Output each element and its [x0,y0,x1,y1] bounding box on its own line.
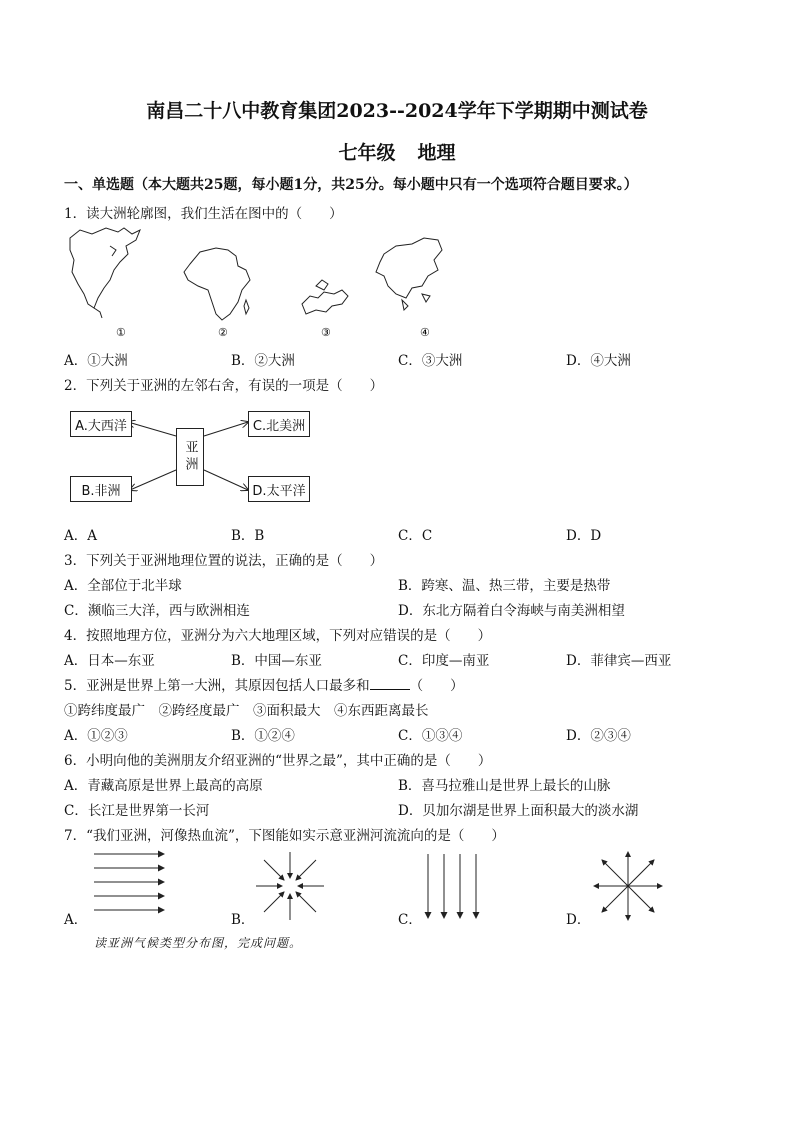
q5-option-a[interactable]: A．①②③ [64,728,128,744]
map-label-2: ② [218,326,228,339]
q1-option-d[interactable]: D．④大洲 [566,353,631,369]
continent-maps [66,224,446,342]
map-label-1: ① [116,326,126,339]
africa-map [184,248,250,320]
exam-subtitle [0,138,794,165]
q2-option-d[interactable]: D．D [566,528,602,544]
q1-option-c[interactable]: C．③大洲 [398,353,463,369]
q5-stem [64,674,464,694]
q5-stem-paren: （ ） [409,678,464,694]
q2-stem: 2．下列关于亚洲的左邻右舍，有误的一项是（ ） [64,378,384,394]
map-label-4: ④ [420,326,430,339]
q7-option-a[interactable]: A． [64,912,88,928]
parallel-down-arrows-icon [422,852,492,924]
europe-map [302,280,348,314]
north-america-map [70,228,140,318]
parallel-right-arrows-icon [92,848,172,918]
reading-note: 读亚洲气候类型分布图，完成问题。 [94,936,303,950]
q7-option-d[interactable]: D． [566,912,591,928]
q6-option-c[interactable]: C．长江是世界第一长河 [64,803,210,819]
asia-map [376,238,442,310]
q3-option-a[interactable]: A．全部位于北半球 [64,578,182,594]
q2-option-a[interactable]: A．A [64,528,97,544]
box-atlantic: A.大西洋 [70,411,132,437]
q7-stem: 7．“我们亚洲，河像热血流”，下图能如实示意亚洲河流流向的是（ ） [64,828,505,844]
converging-arrows-icon [252,848,328,924]
box-north-america: C.北美洲 [248,411,310,437]
grade-label: 七年级 [338,142,396,164]
q3-option-c[interactable]: C．濒临三大洋，西与欧洲相连 [64,603,250,619]
q1-stem: 1．读大洲轮廓图，我们生活在图中的（ ） [64,206,343,222]
q3-option-b[interactable]: B．跨寒、温、热三带，主要是热带 [398,578,611,594]
q4-option-c[interactable]: C．印度—南亚 [398,653,490,669]
q6-stem: 6．小明向他的美洲朋友介绍亚洲的“世界之最”，其中正确的是（ ） [64,753,492,769]
q6-option-d[interactable]: D．贝加尔湖是世界上面积最大的淡水湖 [398,803,639,819]
q2-option-c[interactable]: C．C [398,528,433,544]
exam-title: 南昌二十八中教育集团2023--2024学年下学期期中测试卷 [146,100,648,122]
q3-option-d[interactable]: D．东北方隔着白令海峡与南美洲相望 [398,603,625,619]
q1-option-b[interactable]: B．②大洲 [231,353,295,369]
q5-stem-text: 5．亚洲是世界上第一大洲，其原因包括人口最多和 [64,678,370,694]
q5-option-d[interactable]: D．②③④ [566,728,631,744]
map-label-3: ③ [321,326,331,339]
box-pacific: D.太平洋 [248,476,310,502]
q6-option-a[interactable]: A．青藏高原是世界上最高的高原 [64,778,263,794]
q3-stem: 3．下列关于亚洲地理位置的说法，正确的是（ ） [64,553,384,569]
section-heading: 一、单选题（本大题共25题，每小题1分，共25分。每小题中只有一个选项符合题目要求。） [64,177,638,193]
q4-option-a[interactable]: A．日本—东亚 [64,653,155,669]
q7-option-b[interactable]: B． [231,912,255,928]
q4-option-d[interactable]: D．菲律宾—西亚 [566,653,672,669]
q2-option-b[interactable]: B．B [231,528,265,544]
q4-stem: 4．按照地理方位，亚洲分为六大地理区域，下列对应错误的是（ ） [64,628,492,644]
q7-option-c[interactable]: C． [398,912,422,928]
q5-option-c[interactable]: C．①③④ [398,728,463,744]
q6-option-b[interactable]: B．喜马拉雅山是世界上最长的山脉 [398,778,611,794]
diverging-arrows-icon [590,848,666,924]
box-africa: B.非洲 [70,476,132,502]
q5-blank [370,677,410,690]
q5-choices: ①跨纬度最广 ②跨经度最广 ③面积最大 ④东西距离最长 [64,703,429,719]
q1-option-a[interactable]: A．①大洲 [64,353,128,369]
q5-option-b[interactable]: B．①②④ [231,728,295,744]
subject-label: 地理 [417,142,456,164]
box-asia: 亚洲 [176,428,204,486]
q4-option-b[interactable]: B．中国—东亚 [231,653,322,669]
